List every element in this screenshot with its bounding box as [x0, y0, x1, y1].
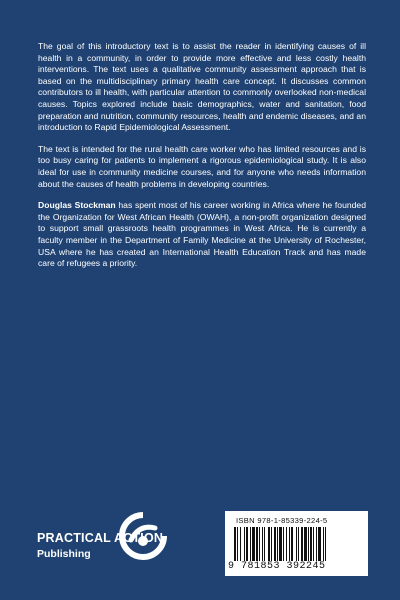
barcode-bar — [298, 527, 299, 561]
barcode-bar — [325, 527, 326, 561]
publisher-name: PRACTICAL ACTION — [37, 531, 164, 545]
publisher-logo — [37, 510, 167, 570]
barcode-bar — [240, 527, 241, 561]
blurb-text — [38, 41, 366, 280]
author-name: Douglas Stockman — [38, 200, 116, 211]
barcode-bar — [268, 527, 270, 561]
barcode-bar — [274, 527, 276, 561]
barcode-bar — [246, 527, 248, 561]
barcode-bar — [234, 527, 236, 561]
author-bio-text: has spent most of his career working in Africa where he founded the Organization for West African Health (OWAH), a non-profit organization designed to support small grassroots health programmes in West Africa. He is currently a faculty member in the Department of Family Medicine at the University of Rochester, USA where he has created an International Health Education Track and has made care of refugees a priority. — [38, 200, 366, 269]
barcode-bar — [308, 527, 309, 561]
barcode-bar — [291, 527, 293, 561]
barcode-bar — [264, 527, 265, 561]
blurb-paragraph-2: The text is intended for the rural health care worker who has limited resources and is too busy caring for patients to implement a rigorous epidemiological study. It is also ideal for use in community medicine courses, and for anyone who needs information about the causes of health problems in developing countries. — [38, 143, 366, 189]
author-bio — [38, 200, 366, 270]
barcode-bar — [296, 527, 297, 561]
barcode-bar — [286, 527, 287, 561]
barcode-bar — [301, 527, 303, 561]
barcode-bar — [279, 527, 282, 561]
barcode-box — [225, 511, 368, 576]
barcode-bar — [262, 527, 263, 561]
barcode-bar — [271, 527, 272, 561]
barcode-bar — [252, 527, 255, 561]
barcode-bar — [277, 527, 278, 561]
blurb-paragraph-1: The goal of this introductory text is to assist the reader in identifying causes of ill health in a community, in order to provide more effective and less costly health interventions. The text uses a qualitative community assessment approach that is based on the multidisciplinary primary health care concept. It discusses common contributors to ill health, with particular attention to commonly overlooked non-medical causes. Topics explored include basic demographics, water and sanitation, food preparation and nutrition, community resources, health and endemic diseases, and an introduction to Rapid Epidemiological Assessment. — [38, 41, 366, 133]
barcode-bar — [256, 527, 258, 561]
publisher-subtitle: Publishing — [37, 548, 91, 560]
barcode-bar — [313, 527, 314, 561]
barcode-bar — [304, 527, 307, 561]
isbn-number: ISBN 978-1-85339-224-5 — [236, 516, 328, 525]
barcode-bar — [250, 527, 251, 561]
barcode-bar — [310, 527, 312, 561]
barcode-bar — [289, 527, 290, 561]
barcode-icon — [234, 527, 359, 561]
barcode-bar — [244, 527, 245, 561]
barcode-digits: 9 781853 392245 — [228, 561, 326, 572]
barcode-bar — [318, 527, 321, 561]
barcode-bar — [237, 527, 238, 561]
barcode-bar — [316, 527, 317, 561]
barcode-bar — [283, 527, 284, 561]
barcode-bar — [259, 527, 260, 561]
barcode-bar — [323, 527, 324, 561]
